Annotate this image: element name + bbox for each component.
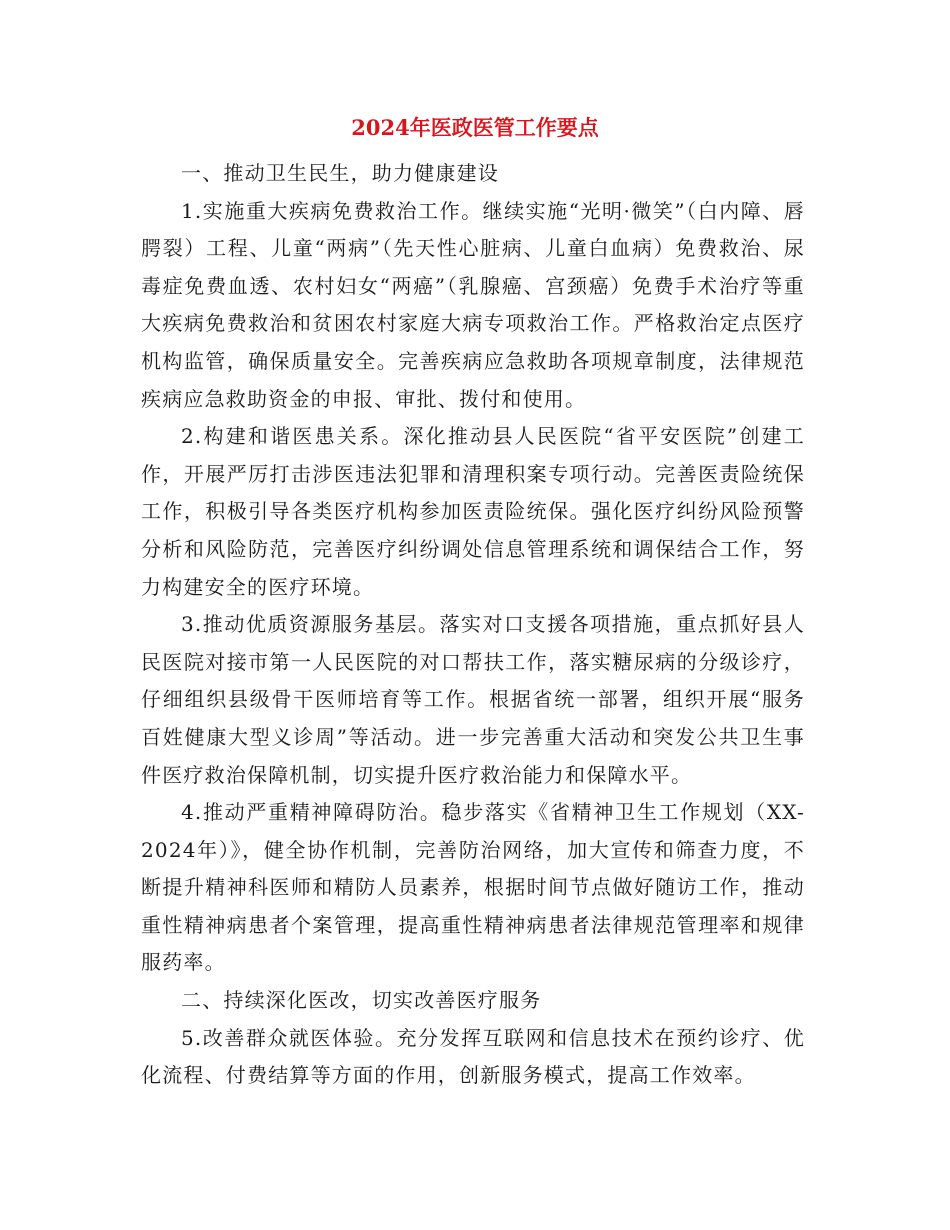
paragraph-item-1: 1.实施重大疾病免费救治工作。继续实施“光明·微笑”（白内障、唇腭裂）工程、儿童“两病”（先天性心脏病、儿童白血病）免费救治、尿毒症免费血透、农村妇女“两癌”（乳腺癌、宫颈癌）免费手术治疗等重大疾病免费救治和贫困农村家庭大病专项救治工作。严格救治定点医疗机构监管，确保质量安全。完善疾病应急救助各项规章制度，法律规范疾病应急救助资金的申报、审批、拨付和使用。 xyxy=(141,198,805,411)
paragraph-item-5: 5.改善群众就医体验。充分发挥互联网和信息技术在预约诊疗、优化流程、付费结算等方面的作用，创新服务模式，提高工作效率。 xyxy=(141,1025,805,1088)
document-body xyxy=(141,155,805,1095)
document-title: 2024年医政医管工作要点 xyxy=(351,115,599,140)
section-heading-1: 一、推动卫生民生，助力健康建设 xyxy=(181,161,499,185)
paragraph-item-2: 2.构建和谐医患关系。深化推动县人民医院“省平安医院”创建工作，开展严厉打击涉医违法犯罪和清理积案专项行动。完善医责险统保工作，积极引导各类医疗机构参加医责险统保。强化医疗纠纷风险预警分析和风险防范，完善医疗纠纷调处信息管理系统和调保结合工作，努力构建安全的医疗环境。 xyxy=(141,424,805,599)
section-heading-2: 二、持续深化医改，切实改善医疗服务 xyxy=(181,988,542,1013)
paragraph-item-3: 3.推动优质资源服务基层。落实对口支援各项措施，重点抓好县人民医院对接市第一人民医院的对口帮扶工作，落实糖尿病的分级诊疗，仔细组织县级骨干医师培育等工作。根据省统一部署，组织开展“服务百姓健康大型义诊周”等活动。进一步完善重大活动和突发公共卫生事件医疗救治保障机制，切实提升医疗救治能力和保障水平。 xyxy=(141,612,805,787)
paragraph-item-4: 4.推动严重精神障碍防治。稳步落实《省精神卫生工作规划（XX-2024年）》，健全协作机制，完善防治网络，加大宣传和筛查力度，不断提升精神科医师和精防人员素养，根据时间节点做好随访工作，推动重性精神病患者个案管理，提高重性精神病患者法律规范管理率和规律服药率。 xyxy=(141,800,805,975)
